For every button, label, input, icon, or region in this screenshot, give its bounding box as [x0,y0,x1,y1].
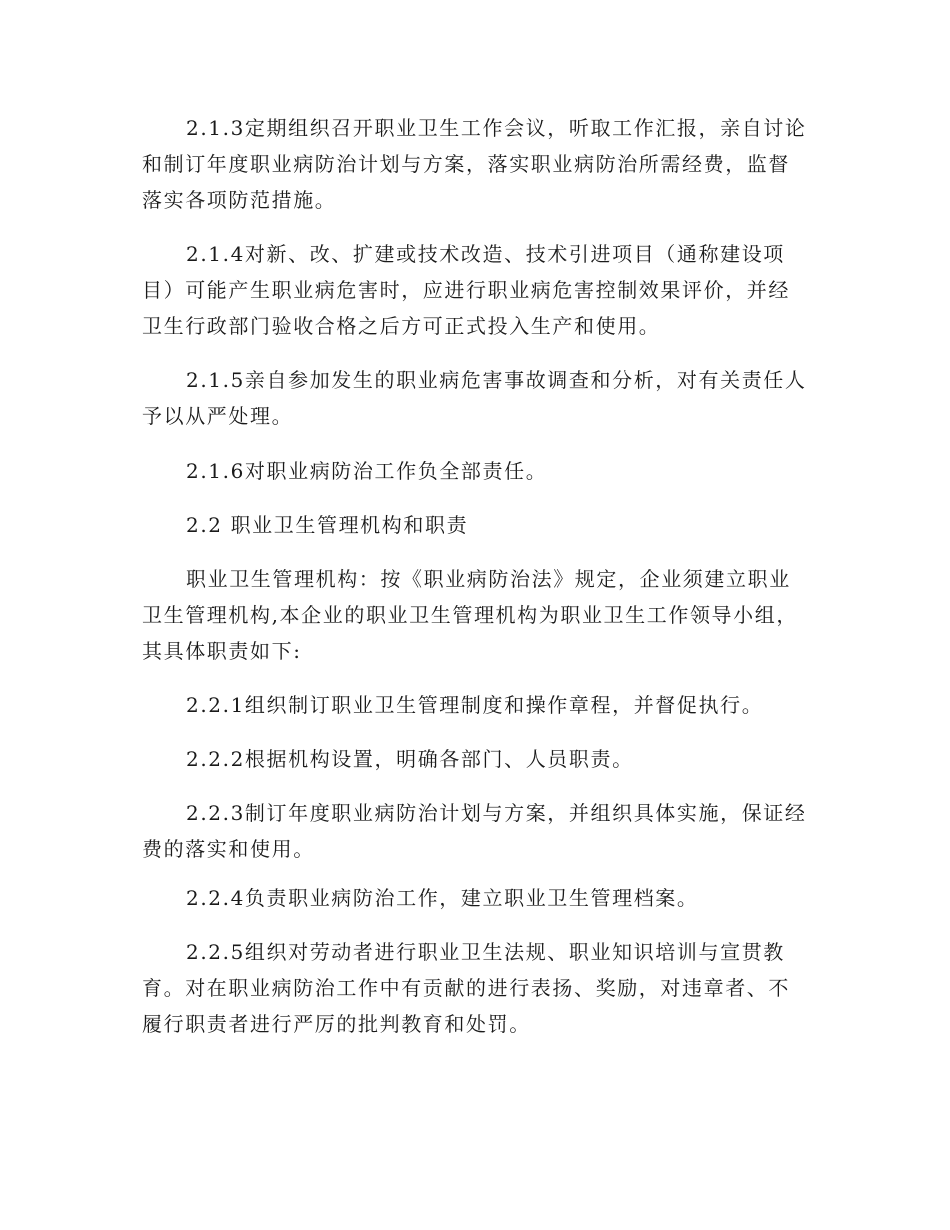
text-line: 履行职责者进行严厉的批判教育和处罚。 [142,1012,531,1036]
paragraph-2-1-5 [142,362,810,434]
text-line: 2.2.3制订年度职业病防治计划与方案，并组织具体实施，保证经 [186,801,807,825]
paragraph-2-2-1 [142,687,810,723]
text-line: 2.2.2根据机构设置，明确各部门、人员职责。 [186,747,634,771]
text-line: 2.1.3定期组织召开职业卫生工作会议，听取工作汇报，亲自讨论 [186,116,807,140]
text-line: 2.2 职业卫生管理机构和职责 [186,513,469,537]
text-line: 予以从严处理。 [142,404,294,428]
text-line: 2.1.5亲自参加发生的职业病危害事故调查和分析，对有关责任人 [186,368,807,392]
text-line: 2.2.4负责职业病防治工作，建立职业卫生管理档案。 [186,886,699,910]
text-line: 育。对在职业病防治工作中有贡献的进行表扬、奖励，对违章者、不 [142,976,790,1000]
text-line: 落实各项防范措施。 [142,188,337,212]
text-line: 卫生管理机构,本企业的职业卫生管理机构为职业卫生工作领导小组， [142,603,798,627]
text-line: 费的落实和使用。 [142,837,315,861]
paragraph-2-2-5 [142,934,810,1042]
paragraph-2-1-4 [142,236,810,344]
paragraph-2-2-4 [142,880,810,916]
text-line: 2.2.1组织制订职业卫生管理制度和操作章程，并督促执行。 [186,693,764,717]
text-line: 2.1.4对新、改、扩建或技术改造、技术引进项目（通称建设项 [186,242,785,266]
paragraph-2-2-3 [142,795,810,867]
text-line: 2.1.6对职业病防治工作负全部责任。 [186,459,548,483]
text-line: 2.2.5组织对劳动者进行职业卫生法规、职业知识培训与宣贯教 [186,940,785,964]
text-line: 其具体职责如下: [142,639,302,663]
paragraph-2-1-3 [142,110,810,218]
section-heading-2-2 [142,507,810,543]
paragraph-org [142,561,810,669]
paragraph-2-1-6 [142,453,810,489]
text-line: 卫生行政部门验收合格之后方可正式投入生产和使用。 [142,314,661,338]
paragraph-2-2-2 [142,741,810,777]
text-line: 职业卫生管理机构：按《职业病防治法》规定，企业须建立职业 [186,567,791,591]
text-line: 和制订年度职业病防治计划与方案，落实职业病防治所需经费，监督 [142,152,790,176]
text-line: 目）可能产生职业病危害时，应进行职业病危害控制效果评价，并经 [142,278,790,302]
